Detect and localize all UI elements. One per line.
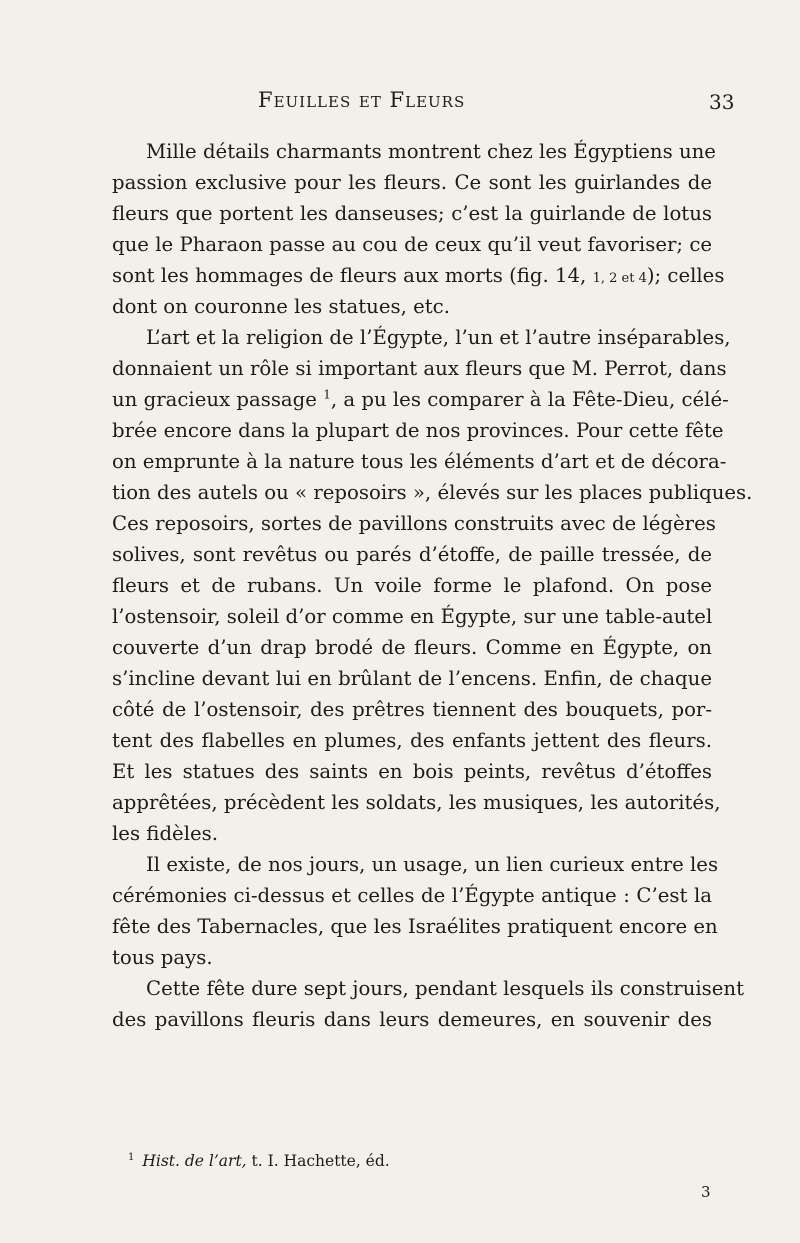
text-line: Cette fête dure sept jours, pendant lesquels ils construisent xyxy=(146,977,745,1000)
footnote-marker: 1 xyxy=(128,1152,135,1163)
footnote-reference: 1 xyxy=(323,387,331,402)
text-line: Ces reposoirs, sortes de pavillons construits avec de légères xyxy=(112,512,716,535)
text-segment: un gracieux passage xyxy=(112,388,317,411)
text-line: Mille détails charmants montrent chez les Égyptiens une xyxy=(146,140,716,163)
text-line: que le Pharaon passe au cou de ceux qu’il veut favoriser; ce xyxy=(112,233,712,256)
footnote xyxy=(128,1152,390,1170)
text-line: cérémonies ci-dessus et celles de l’Égypte antique : C’est la xyxy=(112,884,712,907)
page-number: 33 xyxy=(709,90,735,114)
text-line: tous pays. xyxy=(112,946,213,969)
text-line: Et les statues des saints en bois peints, revêtus d’étoffes xyxy=(112,760,712,783)
text-line: L’art et la religion de l’Égypte, l’un et l’autre inséparables, xyxy=(146,326,731,349)
text-line: passion exclusive pour les fleurs. Ce sont les guirlandes de xyxy=(112,171,712,194)
text-line: l’ostensoir, soleil d’or comme en Égypte, sur une table-autel xyxy=(112,605,713,628)
text-segment: , a pu les comparer à la Fête-Dieu, célé- xyxy=(330,388,729,411)
text-line: on emprunte à la nature tous les éléments d’art et de décora- xyxy=(112,450,727,473)
text-line-with-note-ref xyxy=(112,387,729,412)
running-head: Feuilles et Fleurs xyxy=(258,88,466,112)
text-line: apprêtées, précèdent les soldats, les musiques, les autorités, xyxy=(112,791,721,814)
text-line: côté de l’ostensoir, des prêtres tiennent des bouquets, por- xyxy=(112,698,712,721)
text-segment: ); celles xyxy=(646,264,725,287)
text-line: fleurs et de rubans. Un voile forme le plafond. On pose xyxy=(112,574,712,597)
text-line: solives, sont revêtus ou parés d’étoffe, de paille tressée, de xyxy=(112,543,712,566)
footnote-text: t. I. Hachette, éd. xyxy=(246,1152,390,1171)
text-line: des pavillons fleuris dans leurs demeures, en souvenir des xyxy=(112,1008,712,1031)
text-line: tion des autels ou « reposoirs », élevés sur les places publiques. xyxy=(112,481,753,504)
text-line: fête des Tabernacles, que les Israélites pratiquent encore en xyxy=(112,915,718,938)
text-line: Il existe, de nos jours, un usage, un lien curieux entre les xyxy=(146,853,719,876)
text-line: s’incline devant lui en brûlant de l’encens. Enfin, de chaque xyxy=(112,667,712,690)
figure-subref: 1, 2 et 4 xyxy=(592,271,647,286)
text-line: couverte d’un drap brodé de fleurs. Comme en Égypte, on xyxy=(112,636,712,659)
signature-mark: 3 xyxy=(701,1183,711,1201)
text-line-with-figure-ref xyxy=(112,264,725,291)
text-line: dont on couronne les statues, etc. xyxy=(112,295,450,318)
text-line: tent des flabelles en plumes, des enfants jettent des fleurs. xyxy=(112,729,712,752)
text-line: les fidèles. xyxy=(112,822,219,845)
text-line: donnaient un rôle si important aux fleurs que M. Perrot, dans xyxy=(112,357,727,380)
text-line: brée encore dans la plupart de nos provinces. Pour cette fête xyxy=(112,419,724,442)
text-segment: sont les hommages de fleurs aux morts (fig. 14, xyxy=(112,264,587,287)
text-line: fleurs que portent les danseuses; c’est la guirlande de lotus xyxy=(112,202,712,225)
footnote-title: Hist. de l’art, xyxy=(142,1152,247,1171)
